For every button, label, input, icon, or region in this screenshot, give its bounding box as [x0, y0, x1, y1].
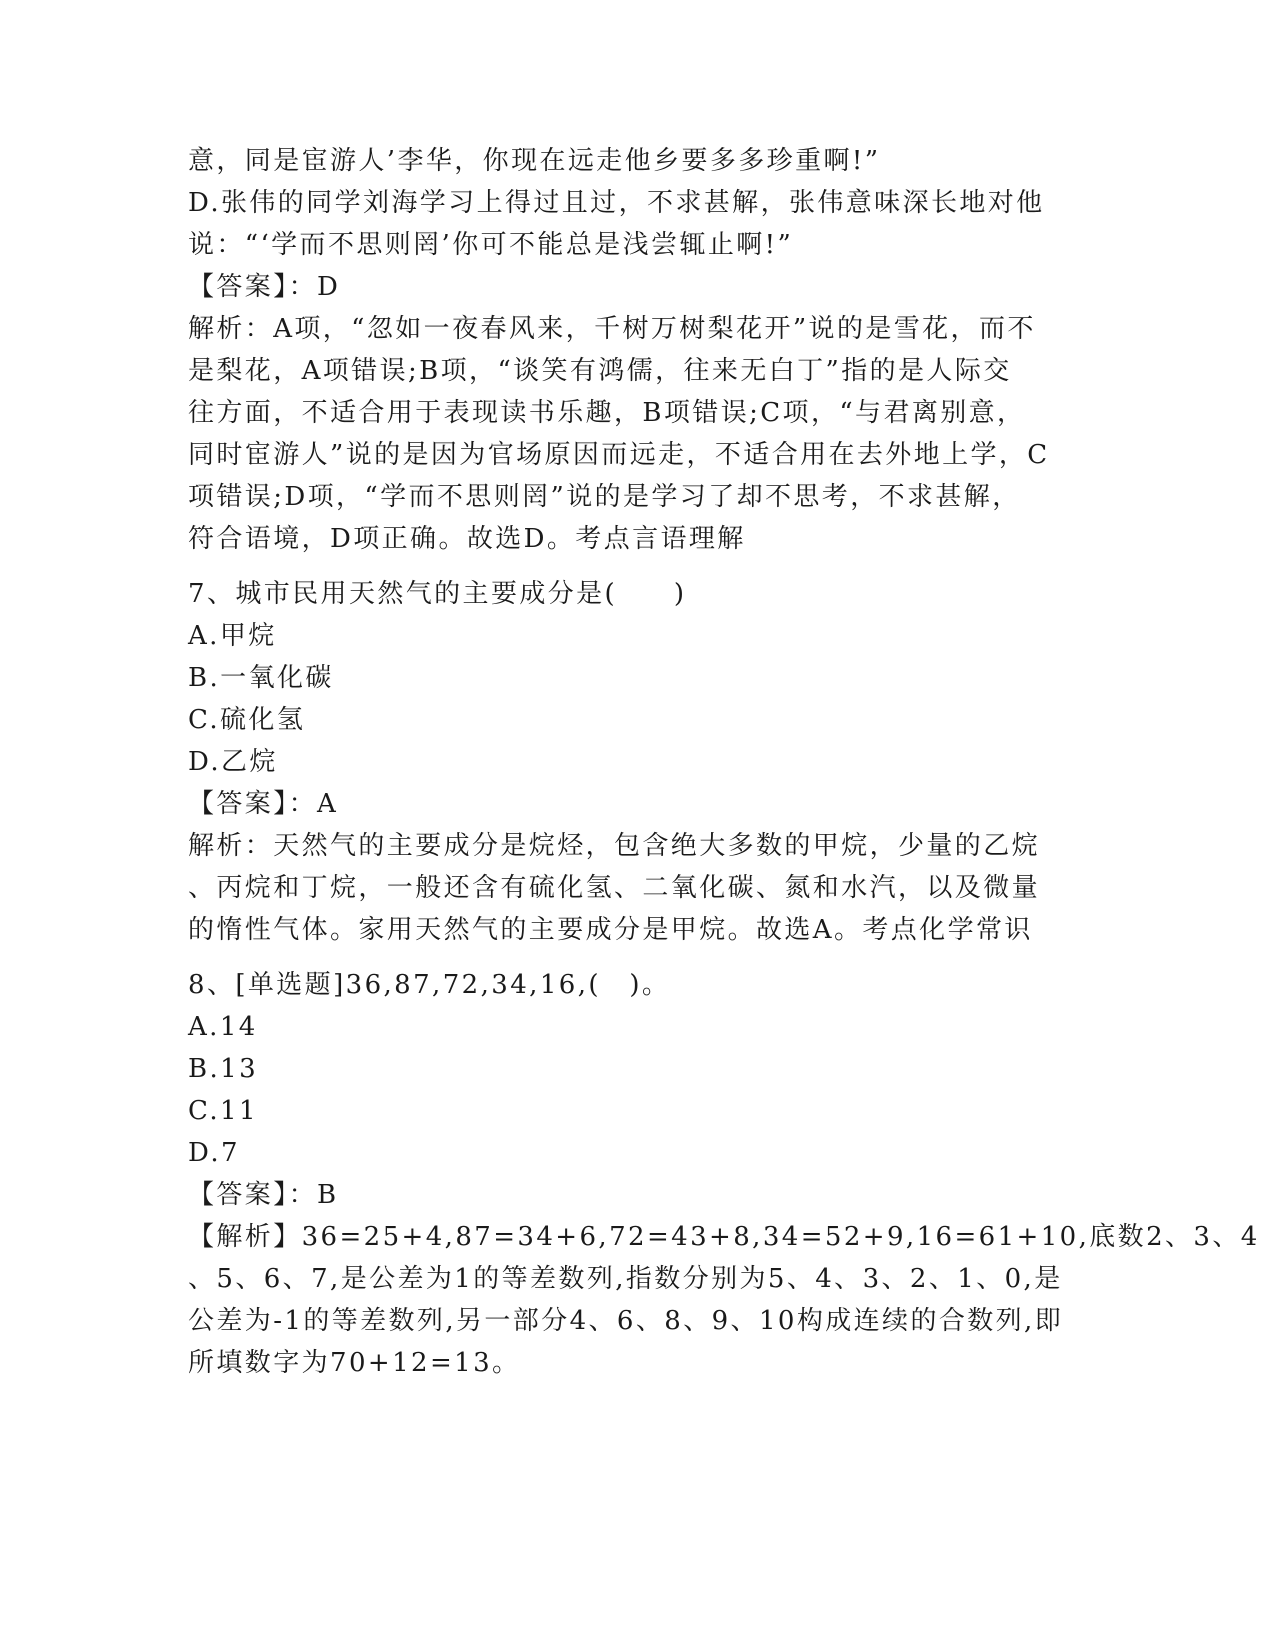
answer-line: 【答案】：D	[188, 272, 341, 302]
analysis-line: 项错误;D项，“学而不思则罔”说的是学习了却不思考，不求甚解，	[188, 482, 1021, 512]
answer-line: 【答案】：B	[188, 1180, 339, 1210]
option-a: A.14	[188, 1012, 258, 1042]
option-d-line: D.张伟的同学刘海学习上得过且过，不求甚解，张伟意味深长地对他	[188, 188, 1045, 218]
analysis-line: 解析：A项，“忽如一夜春风来，千树万树梨花开”说的是雪花，而不	[188, 314, 1036, 344]
option-c: C.11	[188, 1096, 258, 1126]
option-d: D.7	[188, 1138, 240, 1168]
analysis-line: 是梨花，A项错误;B项，“谈笑有鸿儒，往来无白丁”指的是人际交	[188, 356, 1012, 386]
analysis-line: 往方面，不适合用于表现读书乐趣，B项错误;C项，“与君离别意，	[188, 398, 1026, 428]
option-d: D.乙烷	[188, 747, 278, 777]
analysis-line: 同时宦游人”说的是因为官场原因而远走，不适合用在去外地上学，C	[188, 440, 1050, 470]
answer-line: 【答案】：A	[188, 789, 339, 819]
option-a: A.甲烷	[188, 621, 277, 651]
analysis-line: 的惰性气体。家用天然气的主要成分是甲烷。故选A。考点化学常识	[188, 915, 1033, 945]
question-7-title: 7、城市民用天然气的主要成分是( )	[188, 579, 687, 609]
analysis-line: 【解析】36=25+4,87=34+6,72=43+8,34=52+9,16=61+10,底数2、3、4	[188, 1222, 1260, 1252]
analysis-line: 所填数字为70+12=13。	[188, 1348, 521, 1378]
text-line: 意，同是宦游人’李华，你现在远走他乡要多多珍重啊!”	[188, 146, 881, 176]
analysis-line: 符合语境，D项正确。故选D。考点言语理解	[188, 524, 746, 554]
analysis-line: 解析：天然气的主要成分是烷烃，包含绝大多数的甲烷，少量的乙烷	[188, 831, 1041, 861]
option-b: B.13	[188, 1054, 259, 1084]
analysis-line: 、丙烷和丁烷，一般还含有硫化氢、二氧化碳、氮和水汽，以及微量	[188, 873, 1041, 903]
option-c: C.硫化氢	[188, 705, 306, 735]
analysis-line: 、5、6、7,是公差为1的等差数列,指数分别为5、4、3、2、1、0,是	[188, 1264, 1063, 1294]
text-line: 说：“‘学而不思则罔’你可不能总是浅尝辄止啊!”	[188, 230, 794, 260]
question-8-title: 8、[单选题]36,87,72,34,16,( )。	[188, 970, 671, 1000]
analysis-line: 公差为-1的等差数列,另一部分4、6、8、9、10构成连续的合数列,即	[188, 1306, 1064, 1336]
option-b: B.一氧化碳	[188, 663, 334, 693]
